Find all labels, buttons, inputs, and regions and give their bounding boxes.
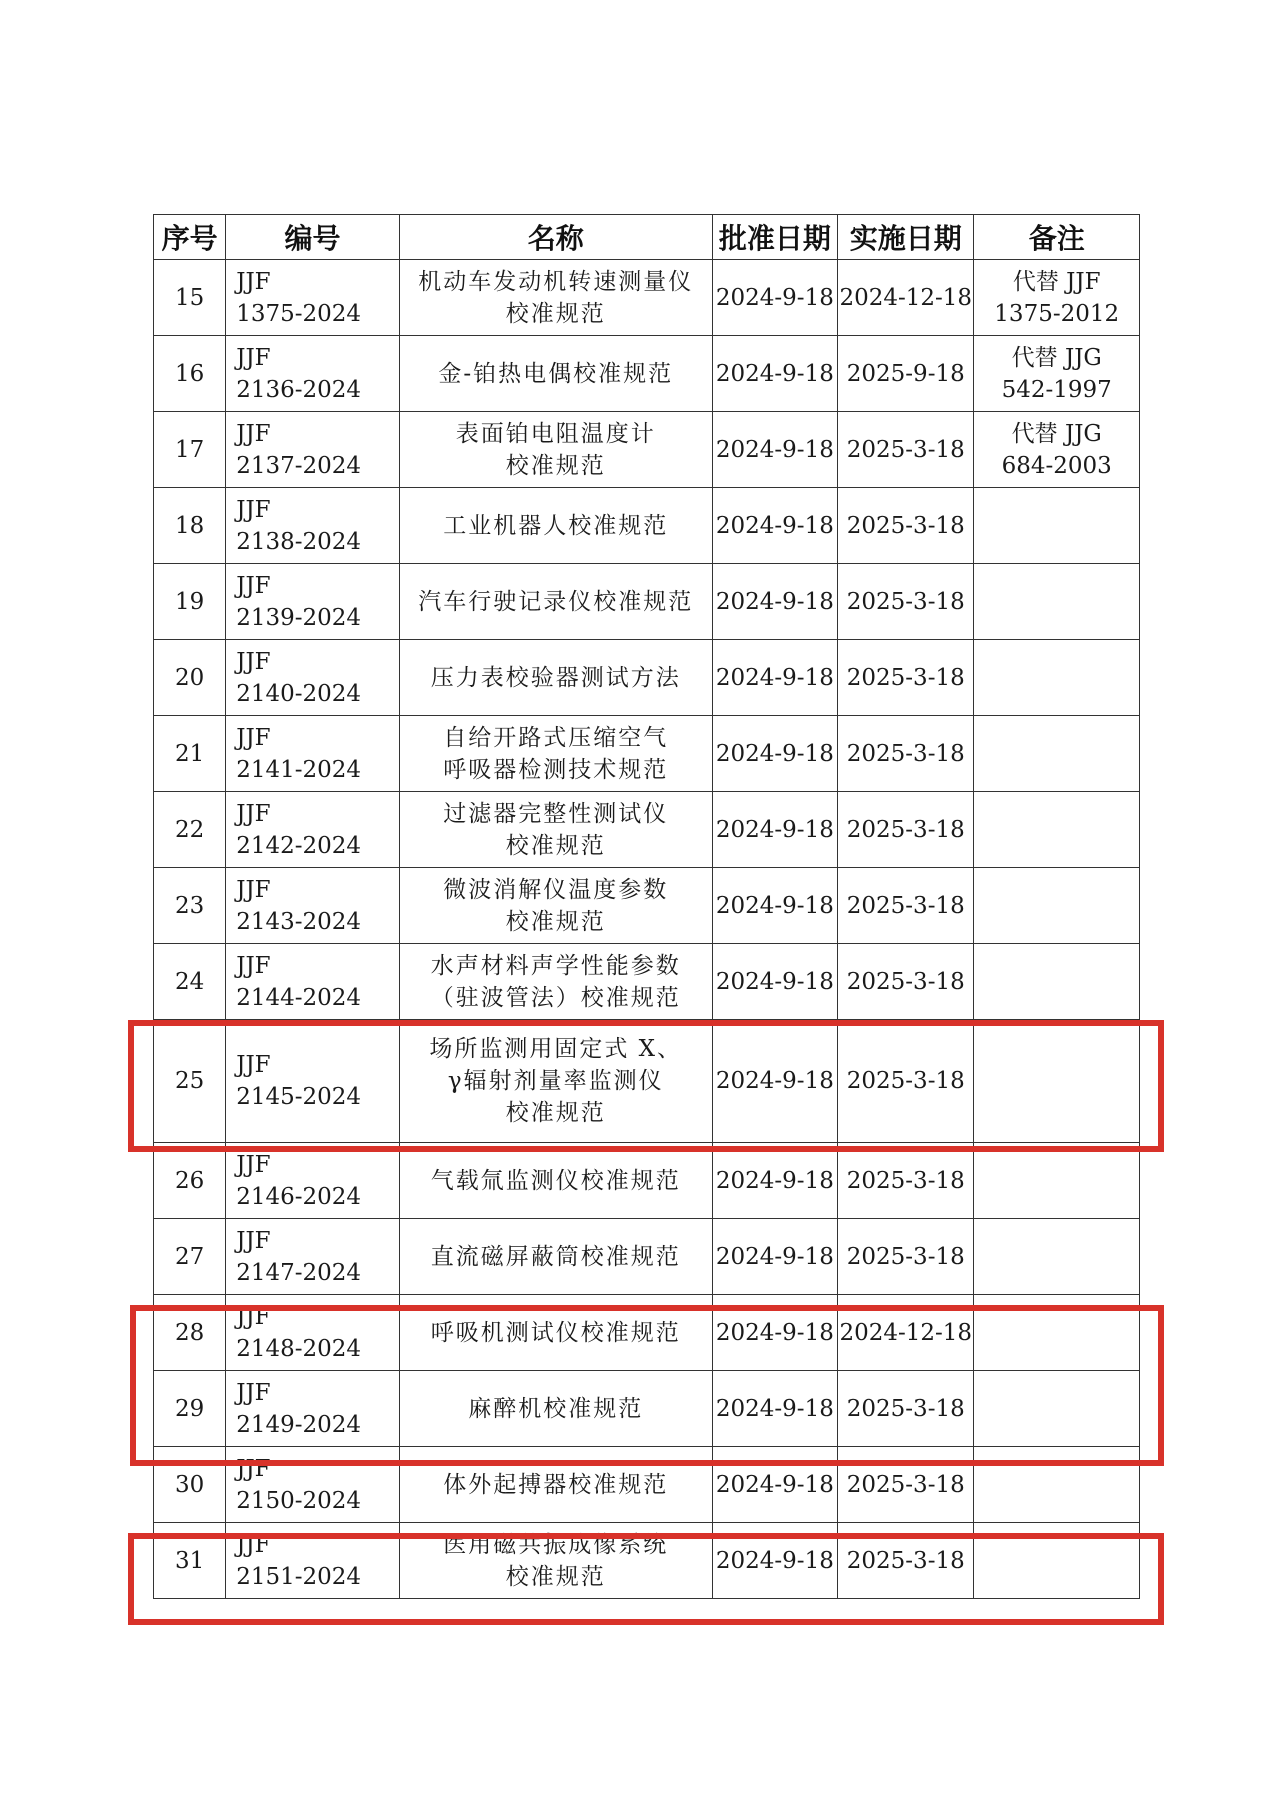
cell-name	[399, 412, 712, 488]
table-header-row	[154, 215, 1140, 260]
cell-approval-date: 2024-9-18	[712, 716, 837, 792]
cell-name	[399, 868, 712, 944]
cell-code-line: JJF	[236, 1052, 271, 1078]
cell-code-line: JJF	[236, 876, 271, 903]
cell-note	[974, 1219, 1140, 1295]
table-row	[154, 716, 1140, 792]
cell-approval-date: 2024-9-18	[712, 868, 837, 944]
cell-code-line: 2137-2024	[236, 452, 362, 479]
cell-approval-date: 2024-9-18	[712, 488, 837, 564]
cell-note	[974, 640, 1140, 716]
cell-code-line: JJF	[236, 800, 271, 827]
header-seq: 序号	[154, 215, 226, 260]
cell-name-line: 校准规范	[505, 300, 606, 327]
cell-code-line: 2150-2024	[236, 1487, 362, 1514]
cell-implementation-date: 2025-3-18	[838, 488, 974, 564]
cell-implementation-date: 2025-3-18	[838, 716, 974, 792]
cell-name-line: 体外起搏器校准规范	[443, 1471, 669, 1498]
table-row	[154, 944, 1140, 1020]
cell-name	[399, 1143, 712, 1219]
cell-code-line: 2138-2024	[236, 528, 362, 555]
cell-seq: 16	[154, 336, 226, 412]
cell-note-line: 代替 JJF	[1012, 268, 1101, 295]
cell-seq: 15	[154, 260, 226, 336]
cell-seq: 27	[154, 1219, 226, 1295]
cell-code	[226, 1447, 400, 1523]
cell-note-line: 代替 JJG	[1011, 420, 1102, 447]
cell-name-line: γ辐射剂量率监测仪	[447, 1068, 664, 1094]
cell-approval-date: 2024-9-18	[712, 564, 837, 640]
table-row	[154, 564, 1140, 640]
cell-note	[974, 1447, 1140, 1523]
cell-code-line: 2148-2024	[236, 1335, 362, 1362]
table-row	[154, 1143, 1140, 1219]
cell-code	[226, 640, 400, 716]
cell-approval-date: 2024-9-18	[712, 640, 837, 716]
table-row	[154, 488, 1140, 564]
cell-seq: 17	[154, 412, 226, 488]
cell-name	[399, 1295, 712, 1371]
cell-code	[226, 1523, 400, 1599]
table-row	[154, 1523, 1140, 1599]
cell-implementation-date: 2024-12-18	[838, 260, 974, 336]
cell-name-line: 金-铂热电偶校准规范	[438, 360, 674, 387]
cell-code	[226, 260, 400, 336]
cell-approval-date: 2024-9-18	[712, 1020, 837, 1143]
cell-name	[399, 640, 712, 716]
cell-code	[226, 412, 400, 488]
cell-code-line: JJF	[236, 268, 271, 295]
table-row	[154, 1295, 1140, 1371]
cell-name-line: 汽车行驶记录仪校准规范	[418, 588, 694, 615]
cell-seq: 20	[154, 640, 226, 716]
cell-code	[226, 564, 400, 640]
cell-seq: 24	[154, 944, 226, 1020]
cell-code-line: 2139-2024	[236, 604, 362, 631]
cell-implementation-date: 2025-3-18	[838, 868, 974, 944]
cell-code-line: JJF	[236, 496, 271, 523]
cell-implementation-date: 2025-3-18	[838, 1523, 974, 1599]
cell-code	[226, 868, 400, 944]
cell-seq: 18	[154, 488, 226, 564]
standards-table	[153, 214, 1140, 1599]
cell-code-line: 2142-2024	[236, 832, 362, 859]
table-body	[154, 260, 1140, 1599]
cell-name	[399, 792, 712, 868]
cell-implementation-date: 2025-3-18	[838, 564, 974, 640]
cell-name-line: 气载氚监测仪校准规范	[430, 1167, 681, 1194]
cell-note	[974, 488, 1140, 564]
cell-code-line: JJF	[236, 1379, 271, 1406]
cell-name-line: 压力表校验器测试方法	[430, 664, 681, 691]
cell-note	[974, 716, 1140, 792]
cell-code	[226, 488, 400, 564]
cell-code-line: JJF	[236, 572, 271, 599]
cell-code-line: 1375-2024	[236, 300, 362, 327]
cell-approval-date: 2024-9-18	[712, 1447, 837, 1523]
cell-seq: 22	[154, 792, 226, 868]
cell-implementation-date: 2025-3-18	[838, 1447, 974, 1523]
cell-name-line: 自给开路式压缩空气	[443, 724, 669, 751]
table-row	[154, 412, 1140, 488]
cell-note-line: 684-2003	[1001, 452, 1112, 479]
cell-code-line: JJF	[236, 724, 271, 751]
cell-implementation-date: 2025-9-18	[838, 336, 974, 412]
cell-code-line: JJF	[236, 1531, 271, 1558]
header-code: 编号	[226, 215, 400, 260]
cell-code-line: 2149-2024	[236, 1411, 362, 1438]
cell-note	[974, 336, 1140, 412]
cell-note	[974, 1371, 1140, 1447]
cell-name-line: 校准规范	[505, 1100, 606, 1126]
cell-implementation-date: 2025-3-18	[838, 1219, 974, 1295]
cell-name	[399, 716, 712, 792]
table-row	[154, 1371, 1140, 1447]
cell-note	[974, 792, 1140, 868]
cell-note	[974, 868, 1140, 944]
cell-name-line: 呼吸机测试仪校准规范	[430, 1319, 681, 1346]
cell-code-line: JJF	[236, 1227, 271, 1254]
cell-seq: 21	[154, 716, 226, 792]
cell-code-line: JJF	[236, 952, 271, 979]
cell-name-line: 直流磁屏蔽筒校准规范	[430, 1243, 681, 1270]
table-row	[154, 336, 1140, 412]
cell-name-line: 校准规范	[505, 1563, 606, 1590]
cell-code-line: 2151-2024	[236, 1563, 362, 1590]
cell-code-line: JJF	[236, 1151, 271, 1178]
cell-name	[399, 1523, 712, 1599]
header-note: 备注	[974, 215, 1140, 260]
table-row	[154, 260, 1140, 336]
cell-code-line: 2146-2024	[236, 1183, 362, 1210]
cell-name-line: 表面铂电阻温度计	[455, 420, 656, 447]
cell-seq: 28	[154, 1295, 226, 1371]
cell-approval-date: 2024-9-18	[712, 1295, 837, 1371]
cell-note	[974, 1523, 1140, 1599]
cell-name	[399, 564, 712, 640]
cell-seq: 30	[154, 1447, 226, 1523]
cell-seq: 29	[154, 1371, 226, 1447]
cell-name-line: 过滤器完整性测试仪	[443, 800, 669, 827]
cell-code-line: JJF	[236, 1303, 271, 1330]
cell-code-line: 2136-2024	[236, 376, 362, 403]
cell-code	[226, 1020, 400, 1143]
cell-code-line: 2141-2024	[236, 756, 362, 783]
header-implementation-date: 实施日期	[838, 215, 974, 260]
cell-code-line: JJF	[236, 344, 271, 371]
cell-note	[974, 1020, 1140, 1143]
cell-approval-date: 2024-9-18	[712, 1371, 837, 1447]
cell-name-line: 校准规范	[505, 908, 606, 935]
cell-code-line: 2147-2024	[236, 1259, 362, 1286]
cell-code	[226, 1295, 400, 1371]
cell-code-line: 2145-2024	[236, 1084, 362, 1110]
cell-implementation-date: 2025-3-18	[838, 1020, 974, 1143]
cell-seq: 26	[154, 1143, 226, 1219]
cell-name	[399, 944, 712, 1020]
cell-note	[974, 260, 1140, 336]
cell-approval-date: 2024-9-18	[712, 1219, 837, 1295]
cell-name	[399, 336, 712, 412]
cell-approval-date: 2024-9-18	[712, 944, 837, 1020]
cell-name-line: 呼吸器检测技术规范	[443, 756, 669, 783]
cell-seq: 23	[154, 868, 226, 944]
cell-name-line: 校准规范	[505, 452, 606, 479]
cell-name	[399, 1371, 712, 1447]
cell-code	[226, 1371, 400, 1447]
cell-note-line: 542-1997	[1001, 376, 1112, 403]
cell-code	[226, 1143, 400, 1219]
cell-name	[399, 488, 712, 564]
cell-implementation-date: 2025-3-18	[838, 412, 974, 488]
cell-name	[399, 1020, 712, 1143]
cell-approval-date: 2024-9-18	[712, 336, 837, 412]
cell-note	[974, 944, 1140, 1020]
cell-name-line: 水声材料声学性能参数	[430, 952, 681, 979]
cell-name	[399, 1447, 712, 1523]
cell-implementation-date: 2024-12-18	[838, 1295, 974, 1371]
table-row	[154, 792, 1140, 868]
cell-approval-date: 2024-9-18	[712, 1143, 837, 1219]
cell-name-line: 麻醉机校准规范	[468, 1395, 644, 1422]
cell-name-line: 工业机器人校准规范	[443, 512, 669, 539]
cell-note-line: 1375-2012	[994, 300, 1120, 327]
cell-implementation-date: 2025-3-18	[838, 1371, 974, 1447]
cell-name-line: 微波消解仪温度参数	[443, 876, 669, 903]
cell-note-line: 代替 JJG	[1011, 344, 1102, 371]
cell-code-line: 2143-2024	[236, 908, 362, 935]
cell-code-line: 2140-2024	[236, 680, 362, 707]
cell-code-line: JJF	[236, 648, 271, 675]
cell-note	[974, 564, 1140, 640]
cell-code-line: JJF	[236, 1455, 271, 1482]
cell-code	[226, 944, 400, 1020]
cell-approval-date: 2024-9-18	[712, 260, 837, 336]
cell-seq: 25	[154, 1020, 226, 1143]
cell-code	[226, 716, 400, 792]
cell-implementation-date: 2025-3-18	[838, 1143, 974, 1219]
table-row	[154, 868, 1140, 944]
cell-implementation-date: 2025-3-18	[838, 944, 974, 1020]
cell-note	[974, 1295, 1140, 1371]
header-approval-date: 批准日期	[712, 215, 837, 260]
cell-code	[226, 336, 400, 412]
cell-code-line: JJF	[236, 420, 271, 447]
cell-code	[226, 1219, 400, 1295]
table-row	[154, 1020, 1140, 1143]
table-row	[154, 1219, 1140, 1295]
cell-seq: 19	[154, 564, 226, 640]
header-name: 名称	[399, 215, 712, 260]
cell-seq: 31	[154, 1523, 226, 1599]
cell-name-line: 机动车发动机转速测量仪	[418, 268, 694, 295]
table-row	[154, 1447, 1140, 1523]
cell-implementation-date: 2025-3-18	[838, 640, 974, 716]
table-row	[154, 640, 1140, 716]
cell-approval-date: 2024-9-18	[712, 412, 837, 488]
cell-name-line: 场所监测用固定式 X、	[429, 1036, 683, 1062]
cell-code	[226, 792, 400, 868]
cell-name-line: 医用磁共振成像系统	[443, 1531, 669, 1558]
cell-name	[399, 260, 712, 336]
cell-code-line: 2144-2024	[236, 984, 362, 1011]
cell-approval-date: 2024-9-18	[712, 1523, 837, 1599]
cell-approval-date: 2024-9-18	[712, 792, 837, 868]
cell-note	[974, 412, 1140, 488]
cell-name-line: 校准规范	[505, 832, 606, 859]
cell-name-line: （驻波管法）校准规范	[430, 984, 681, 1011]
cell-implementation-date: 2025-3-18	[838, 792, 974, 868]
cell-name	[399, 1219, 712, 1295]
cell-note	[974, 1143, 1140, 1219]
